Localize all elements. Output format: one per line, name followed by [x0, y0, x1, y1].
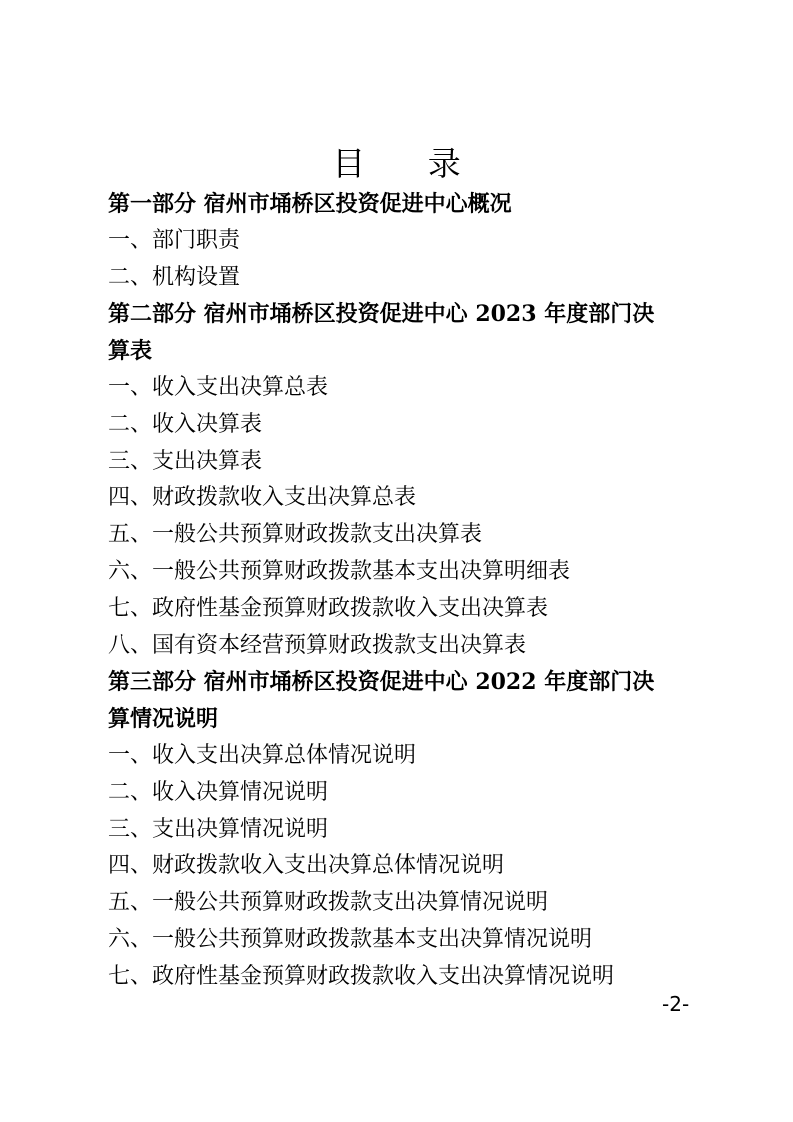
toc-item: 四、财政拨款收入支出决算总体情况说明 — [108, 853, 505, 879]
toc-item: 三、支出决算情况说明 — [108, 816, 329, 842]
toc-item: 一、收入支出决算总表 — [108, 374, 329, 400]
toc-item: 一、部门职责 — [108, 227, 241, 253]
toc-item: 二、收入决算情况说明 — [108, 779, 329, 805]
page-title: 目 录 — [332, 144, 487, 183]
toc-item: 五、一般公共预算财政拨款支出决算情况说明 — [108, 890, 549, 916]
page-number: -2- — [662, 992, 690, 1016]
toc-part-heading: 第二部分 宿州市埇桥区投资促进中心 2023 年度部门决 — [108, 301, 655, 328]
toc-part-heading-continued: 算情况说明 — [108, 706, 219, 733]
toc-item: 六、一般公共预算财政拨款基本支出决算明细表 — [108, 558, 571, 584]
toc-item: 四、财政拨款收入支出决算总表 — [108, 485, 417, 511]
toc-part-heading: 第三部分 宿州市埇桥区投资促进中心 2022 年度部门决 — [108, 669, 655, 696]
toc-item: 二、收入决算表 — [108, 411, 263, 437]
toc-item: 一、收入支出决算总体情况说明 — [108, 742, 417, 768]
toc-item: 二、机构设置 — [108, 264, 241, 290]
toc-item: 七、政府性基金预算财政拨款收入支出决算表 — [108, 595, 549, 621]
toc-part-heading: 第一部分 宿州市埇桥区投资促进中心概况 — [108, 191, 512, 217]
toc-item: 六、一般公共预算财政拨款基本支出决算情况说明 — [108, 926, 593, 952]
toc-item: 八、国有资本经营预算财政拨款支出决算表 — [108, 632, 527, 658]
toc-item: 五、一般公共预算财政拨款支出决算表 — [108, 522, 483, 548]
toc-item: 七、政府性基金预算财政拨款收入支出决算情况说明 — [108, 963, 615, 989]
toc-item: 三、支出决算表 — [108, 448, 263, 474]
table-of-contents — [108, 186, 708, 996]
toc-part-heading-continued: 算表 — [108, 338, 153, 365]
